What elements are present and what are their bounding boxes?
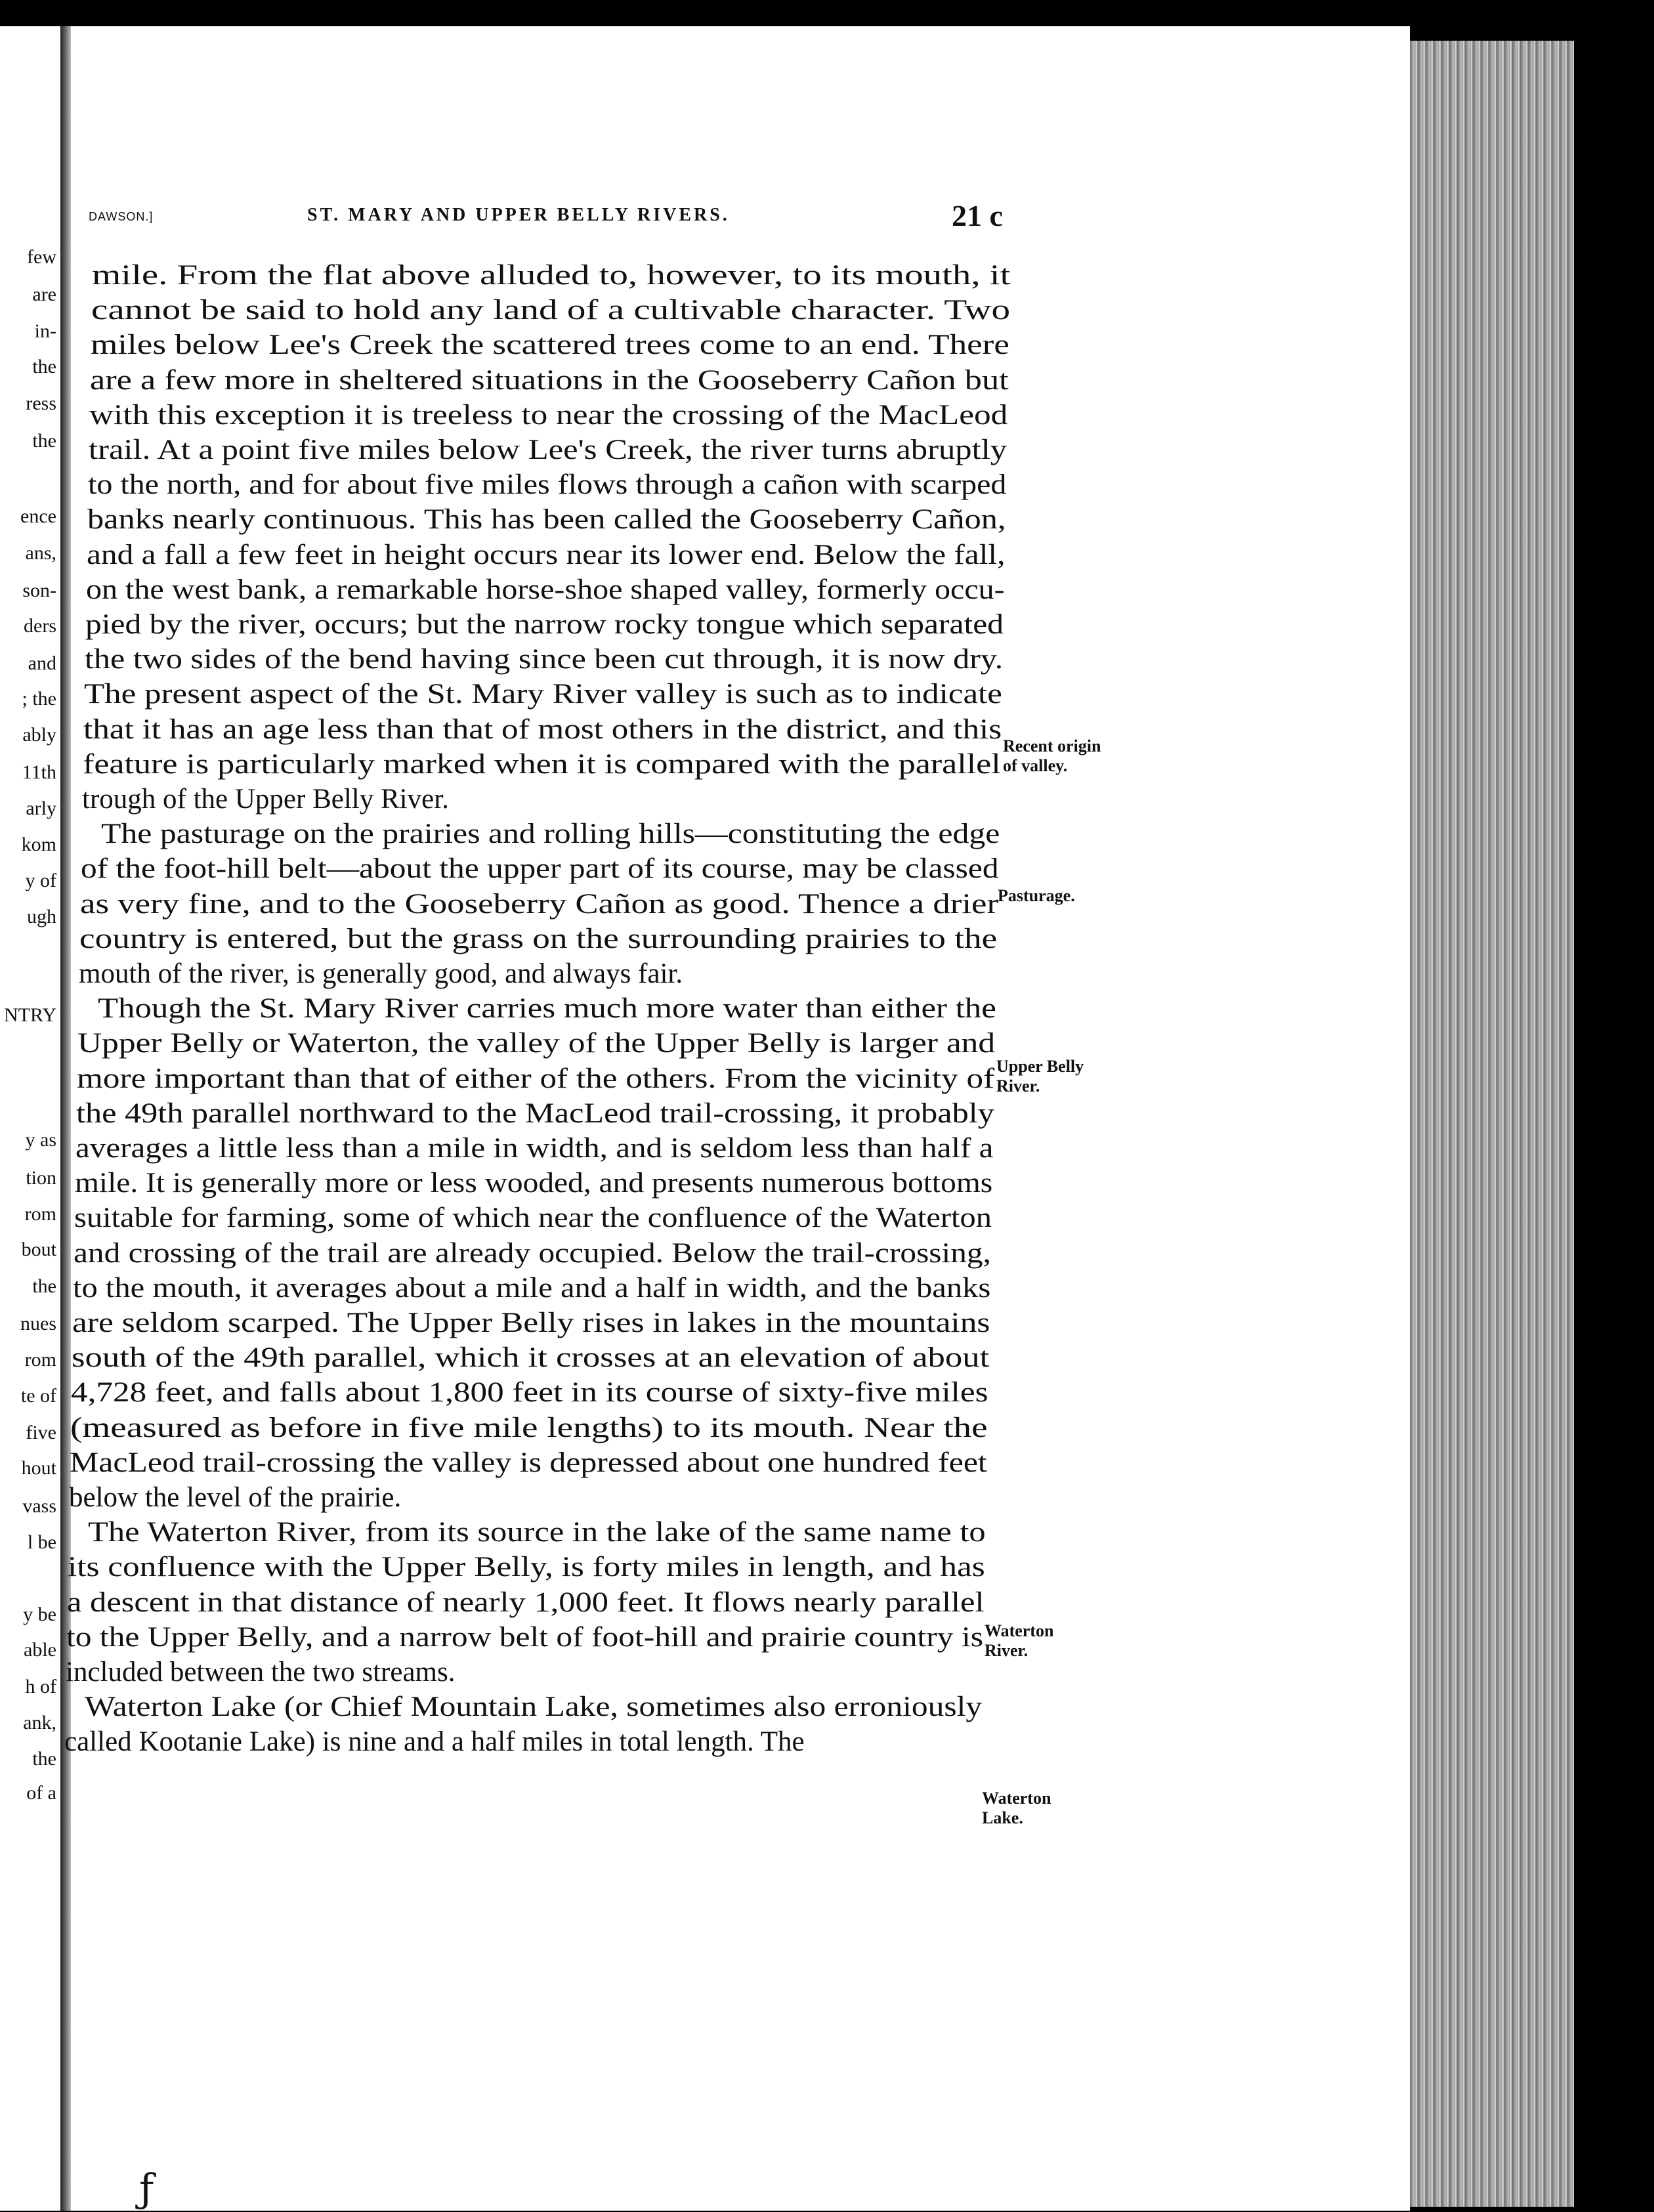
margin-note [996, 1057, 1084, 1096]
margin-note [982, 1789, 1051, 1828]
text-line: MacLeod trail-crossing the valley is depressed about one hundred feet [70, 1447, 987, 1478]
previous-page-text-fragment: hout [21, 1457, 56, 1479]
previous-page-edge [0, 26, 60, 2211]
text-line: mouth of the river, is generally good, and always fair. [79, 958, 683, 989]
previous-page-text-fragment: few [27, 246, 56, 268]
text-line: are seldom scarped. The Upper Belly rises in lakes in the mountains [72, 1308, 990, 1338]
text-line: averages a little less than a mile in width, and is seldom less than half a [75, 1133, 994, 1164]
previous-page-text-fragment: kom [21, 834, 56, 855]
text-line: mile. It is generally more or less wooded, and presents numerous bottoms [75, 1168, 993, 1199]
previous-page-text-fragment: able [24, 1639, 56, 1661]
previous-page-text-fragment: five [26, 1422, 56, 1443]
text-line: and a fall a few feet in height occurs near its lower end. Below the fall, [87, 539, 1006, 570]
text-line: (measured as before in five mile lengths) to its mouth. Near the [70, 1412, 988, 1443]
previous-page-text-fragment: y of [25, 870, 56, 891]
text-line: Upper Belly or Waterton, the valley of the Upper Belly is larger and [77, 1028, 996, 1059]
text-line: banks nearly continuous. This has been called the Gooseberry Cañon, [87, 504, 1006, 536]
previous-page-text-fragment: ence [20, 505, 56, 527]
text-line: included between the two streams. [66, 1657, 456, 1688]
text-line: that it has an age less than that of most others in the district, and this [83, 713, 1002, 745]
scan-border-right [1574, 26, 1654, 2211]
text-line: The present aspect of the St. Mary River valley is such as to indicate [84, 679, 1002, 710]
previous-page-text-fragment: ders [24, 615, 56, 637]
previous-page-text-fragment: the [32, 356, 56, 377]
previous-page-text-fragment: y as [25, 1129, 56, 1151]
margin-note-line: River. [985, 1640, 1028, 1660]
text-line: to the Upper Belly, and a narrow belt of foot-hill and prairie country is [66, 1621, 983, 1653]
ink-mark: ƒ [139, 2166, 154, 2212]
book-gutter [60, 26, 71, 2211]
text-line: country is entered, but the grass on the surrounding prairies to the [79, 923, 998, 954]
previous-page-text-fragment: NTRY [3, 1004, 56, 1026]
previous-page-text-fragment: h of [25, 1676, 56, 1697]
text-line: cannot be said to hold any land of a cultivable character. Two [91, 295, 1011, 326]
text-line: its confluence with the Upper Belly, is forty miles in length, and has [68, 1552, 985, 1583]
previous-page-text-fragment: ank, [23, 1712, 56, 1733]
previous-page-text-fragment: the [32, 1275, 56, 1297]
text-line: mile. From the flat above alluded to, however, to its mouth, it [92, 260, 1011, 291]
previous-page-text-fragment: son- [22, 580, 56, 601]
text-line: more important than that of either of the others. From the vicinity of [77, 1063, 995, 1094]
margin-note [1003, 736, 1101, 776]
margin-note-line: Recent origin [1003, 736, 1101, 755]
previous-page-text-fragment: l be [27, 1531, 56, 1553]
margin-note-line: Lake. [982, 1808, 1023, 1827]
previous-page-text-fragment: vass [22, 1495, 56, 1517]
previous-page-text-fragment: the [32, 430, 56, 452]
previous-page-text-fragment: arly [26, 798, 56, 819]
previous-page-text-fragment: the [32, 1748, 56, 1770]
margin-note-line: of valley. [1003, 755, 1068, 775]
text-line: trail. At a point five miles below Lee's Creek, the river turns abruptly [89, 435, 1007, 465]
previous-page-text-fragment: ; the [22, 688, 56, 710]
previous-page-text-fragment: ugh [27, 906, 56, 927]
scan-border-top [0, 0, 1654, 26]
previous-page-text-fragment: ress [26, 393, 56, 414]
text-line: 4,728 feet, and falls about 1,800 feet in its course of sixty-five miles [71, 1377, 988, 1409]
text-line: on the west bank, a remarkable horse-shoe shaped valley, formerly occu- [86, 574, 1005, 605]
text-line: suitable for farming, some of which near the confluence of the Waterton [74, 1202, 992, 1234]
text-line: Waterton Lake (or Chief Mountain Lake, sometimes also erroniously [85, 1691, 983, 1723]
text-line: a descent in that distance of nearly 1,000 feet. It flows nearly parallel [67, 1586, 985, 1618]
text-line: called Kootanie Lake) is nine and a half miles in total length. The [64, 1726, 805, 1758]
page-block-edges [1410, 41, 1574, 2207]
margin-note-line: Waterton [985, 1621, 1054, 1640]
margin-note-line: Waterton [982, 1789, 1051, 1808]
margin-note-line: Pasturage. [998, 886, 1075, 905]
previous-page-text-fragment: rom [24, 1349, 56, 1371]
text-line: to the north, and for about five miles flows through a cañon with scarped [88, 469, 1007, 501]
previous-page-text-fragment: and [28, 652, 56, 674]
margin-note [998, 886, 1075, 906]
text-line: south of the 49th parallel, which it crosses at an elevation of about [72, 1342, 990, 1374]
text-line: The Waterton River, from its source in the lake of the same name to [88, 1517, 986, 1548]
text-line: the two sides of the bend having since been cut through, it is now dry. [85, 644, 1004, 675]
previous-page-text-fragment: rom [24, 1203, 56, 1225]
text-line: trough of the Upper Belly River. [82, 784, 449, 815]
margin-note-line: Upper Belly [996, 1057, 1084, 1076]
previous-page-text-fragment: 11th [22, 761, 56, 783]
previous-page-text-fragment: ans, [25, 542, 56, 564]
previous-page-text-fragment: in- [34, 320, 56, 342]
margin-note-line: River. [996, 1076, 1040, 1095]
text-line: Though the St. Mary River carries much more water than either the [98, 993, 996, 1025]
previous-page-text-fragment: ably [22, 724, 56, 746]
text-line: and crossing of the trail are already occupied. Below the trail-crossing, [74, 1237, 991, 1269]
text-line: of the foot-hill belt—about the upper part of its course, may be classed [81, 853, 999, 885]
text-line: below the level of the prairie. [69, 1482, 402, 1513]
text-line: pied by the river, occurs; but the narrow rocky tongue which separated [85, 609, 1004, 640]
page-number: 21 c [952, 199, 1003, 232]
previous-page-text-fragment: bout [21, 1239, 56, 1260]
margin-note [985, 1621, 1053, 1661]
running-author: DAWSON.] [89, 210, 154, 223]
previous-page-text-fragment: of a [26, 1782, 56, 1804]
previous-page-text-fragment: y be [23, 1604, 56, 1625]
text-line: as very fine, and to the Gooseberry Cañon as good. Thence a drier [80, 888, 999, 920]
text-line: feature is particularly marked when it is compared with the parallel [83, 748, 1001, 780]
previous-page-text-fragment: tion [26, 1167, 56, 1189]
running-title: ST. MARY AND UPPER BELLY RIVERS. [307, 205, 730, 225]
running-header [89, 199, 1027, 232]
previous-page-text-fragment: are [32, 284, 56, 305]
text-line: miles below Lee's Creek the scattered trees come to an end. There [91, 330, 1009, 361]
text-line: with this exception it is treeless to near the crossing of the MacLeod [89, 399, 1008, 431]
text-line: the 49th parallel northward to the MacLeod trail-crossing, it probably [76, 1097, 994, 1129]
previous-page-text-fragment: te of [20, 1385, 56, 1407]
text-line: The pasturage on the prairies and rolling hills—constituting the edge [101, 819, 1000, 850]
text-line: to the mouth, it averages about a mile and a half in width, and the banks [73, 1272, 991, 1304]
previous-page-text-fragment: nues [20, 1313, 56, 1334]
text-line: are a few more in sheltered situations in the Gooseberry Cañon but [90, 364, 1009, 396]
